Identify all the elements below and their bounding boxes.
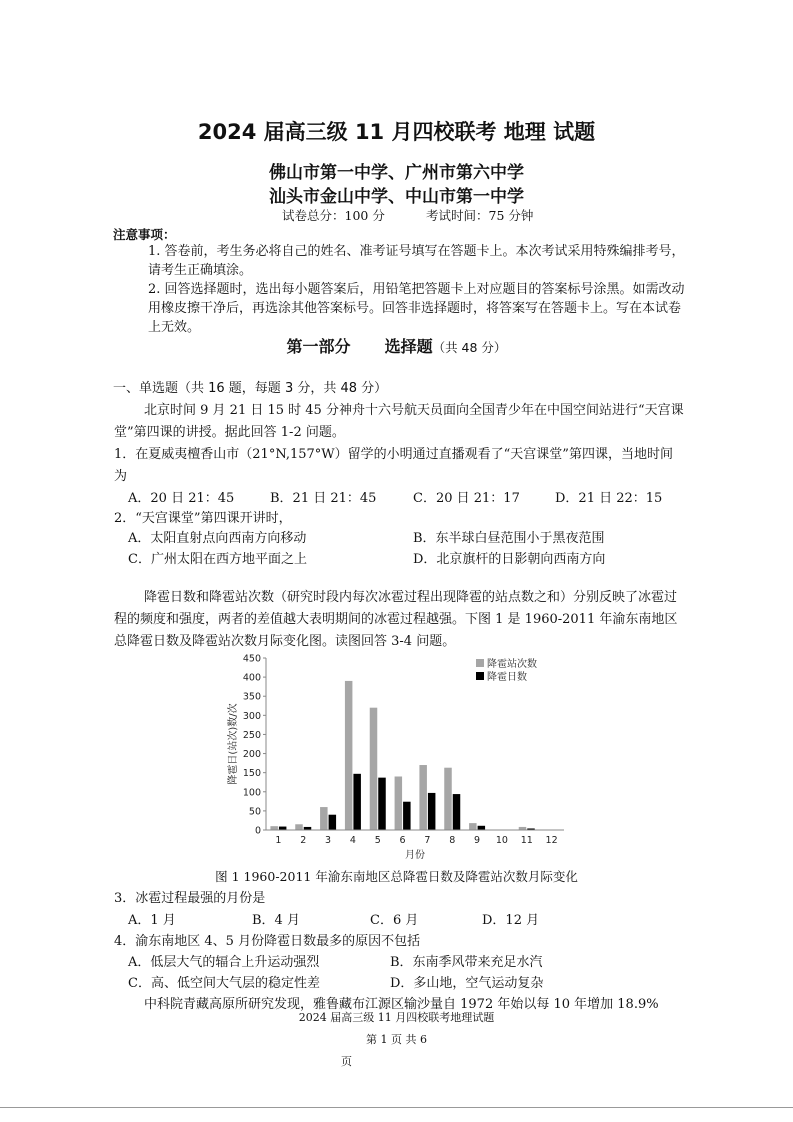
y-tick-label: 0 xyxy=(254,825,261,837)
passage-2: 降雹日数和降雹站次数（研究时段内每次冰雹过程出现降雹的站点数之和）分别反映了冰雹过程的频度和强度，两者的差值越大表明期间的冰雹过程越强。下图 1 是 1960-2011 年渝东南地区总降雹日数及降雹站次数月际变化图。读图回答 3-4 问题。 xyxy=(114,590,678,649)
y-tick-label: 150 xyxy=(242,768,261,780)
q4-option-d: D．多山地，空气运动复杂 xyxy=(390,976,544,991)
bar-hail-station-count xyxy=(270,826,278,830)
q4-option-b: B．东南季风带来充足水汽 xyxy=(390,955,543,970)
footer-page-number: 第 1 页 共 6 xyxy=(366,1033,427,1046)
question-4-stem: 4．渝东南地区 4、5 月份降雹日数最多的原因不包括 xyxy=(114,934,421,949)
part-heading xyxy=(0,334,793,357)
bar-hail-days xyxy=(403,802,411,830)
y-tick-label: 100 xyxy=(242,787,261,799)
q3-option-a: A．1 月 xyxy=(128,913,176,928)
bar-hail-station-count xyxy=(370,708,378,830)
part-label: 第一部分 xyxy=(286,337,351,356)
bar-hail-days xyxy=(329,815,337,830)
q2-option-b: B．东半球白昼范围小于黑夜范围 xyxy=(413,531,605,546)
q1-option-d: D．21 日 22：15 xyxy=(555,491,663,506)
total-score: 试卷总分：100 分 xyxy=(282,208,385,223)
y-tick-label: 50 xyxy=(248,806,261,818)
school-list-line-1: 佛山市第一中学、广州市第六中学 xyxy=(269,163,524,183)
q1-option-c: C．20 日 21：17 xyxy=(413,491,520,506)
y-tick-label: 300 xyxy=(242,710,261,722)
q3-option-b: B．4 月 xyxy=(252,913,300,928)
passage-1: 北京时间 9 月 21 日 15 时 45 分神舟十六号航天员面向全国青少年在中国空间站进行“天宫课堂”第四课的讲授。据此回答 1-2 问题。 xyxy=(114,403,684,440)
q4-option-a: A．低层大气的辐合上升运动强烈 xyxy=(128,955,320,970)
section-heading: 一、单选题（共 16 题，每题 3 分，共 48 分） xyxy=(113,381,388,396)
school-list-line-2: 汕头市金山中学、中山市第一中学 xyxy=(269,187,524,207)
x-tick-label: 3 xyxy=(325,835,332,846)
bar-hail-station-count xyxy=(345,681,353,830)
legend-swatch xyxy=(476,659,484,667)
bar-hail-days xyxy=(428,793,436,830)
x-tick-label: 9 xyxy=(474,835,481,846)
note-item-2: 2. 回答选择题时，选出每小题答案后，用铅笔把答题卡上对应题目的答案标号涂黑。如需改动用橡皮擦干净后，再选涂其他答案标号。回答非选择题时，将答案写在答题卡上。写在本试卷上无效。 xyxy=(148,282,685,335)
legend-label: 降雹日数 xyxy=(487,672,527,683)
y-tick-label: 250 xyxy=(242,729,261,741)
bar-hail-days xyxy=(353,774,361,830)
footer-exam-name: 2024 届高三级 11 月四校联考地理试题 xyxy=(298,1011,495,1024)
exam-title: 2024 届高三级 11 月四校联考 地理 试题 xyxy=(197,120,596,144)
y-tick-label: 450 xyxy=(242,653,261,665)
bar-hail-days xyxy=(453,794,461,830)
bar-hail-station-count xyxy=(320,807,328,830)
x-tick-label: 10 xyxy=(495,835,508,846)
y-tick-label: 350 xyxy=(242,691,261,703)
legend-label: 降雹站次数 xyxy=(487,659,537,670)
part-name: 选择题 xyxy=(384,337,433,356)
bar-hail-days xyxy=(279,827,287,830)
x-tick-label: 5 xyxy=(374,835,381,846)
bar-hail-station-count xyxy=(419,765,427,830)
question-1-stem: 1．在夏威夷檀香山市（21°N,157°W）留学的小明通过直播观看了“天宫课堂”第四课，当地时间为 xyxy=(114,447,673,484)
bar-hail-station-count xyxy=(469,823,477,830)
x-tick-label: 6 xyxy=(399,835,406,846)
y-axis-label: 降雹日(站次)数/次 xyxy=(228,703,239,785)
legend-swatch xyxy=(476,672,484,680)
bar-hail-station-count xyxy=(444,768,452,830)
passage-3-start: 中科院青藏高原所研究发现，雅鲁藏布江源区输沙量自 1972 年始以每 10 年增加 18.9% xyxy=(144,997,659,1012)
bar-hail-station-count xyxy=(395,776,403,830)
y-tick-label: 200 xyxy=(242,749,261,761)
hail-chart xyxy=(222,650,572,862)
q2-option-d: D．北京旗杆的日影朝向西南方向 xyxy=(413,552,606,567)
x-tick-label: 8 xyxy=(449,835,456,846)
question-3-stem: 3．冰雹过程最强的月份是 xyxy=(114,891,266,906)
y-tick-label: 400 xyxy=(242,672,261,684)
part-score: （共 48 分） xyxy=(432,340,507,355)
note-item-1: 1. 答卷前，考生务必将自己的姓名、准考证号填写在答题卡上。本次考试采用特殊编排考号，请考生正确填涂。 xyxy=(148,244,685,278)
x-tick-label: 4 xyxy=(349,835,356,846)
notes-heading: 注意事项： xyxy=(113,227,176,242)
q3-option-d: D．12 月 xyxy=(482,913,540,928)
page-bottom-rule xyxy=(0,1107,793,1108)
figure-caption: 图 1 1960-2011 年渝东南地区总降雹日数及降雹站次数月际变化 xyxy=(215,869,578,884)
bar-hail-days xyxy=(378,778,386,830)
q2-option-a: A．太阳直射点向西南方向移动 xyxy=(128,531,307,546)
x-tick-label: 7 xyxy=(424,835,431,846)
x-tick-label: 2 xyxy=(300,835,307,846)
x-axis-label: 月份 xyxy=(405,850,425,861)
q1-option-b: B．21 日 21：45 xyxy=(270,491,377,506)
q2-option-c: C．广州太阳在西方地平面之上 xyxy=(128,552,307,567)
q4-option-c: C．高、低空间大气层的稳定性差 xyxy=(128,976,320,991)
bar-hail-station-count xyxy=(295,824,303,830)
bar-hail-days xyxy=(478,826,486,830)
x-tick-label: 1 xyxy=(275,835,282,846)
q1-option-a: A．20 日 21：45 xyxy=(128,491,235,506)
x-tick-label: 12 xyxy=(545,835,558,846)
footer-page-suffix: 页 xyxy=(341,1055,352,1068)
q3-option-c: C．6 月 xyxy=(370,913,419,928)
x-tick-label: 11 xyxy=(520,835,533,846)
exam-time: 考试时间：75 分钟 xyxy=(426,208,534,223)
question-2-stem: 2．“天宫课堂”第四课开讲时， xyxy=(114,511,292,526)
